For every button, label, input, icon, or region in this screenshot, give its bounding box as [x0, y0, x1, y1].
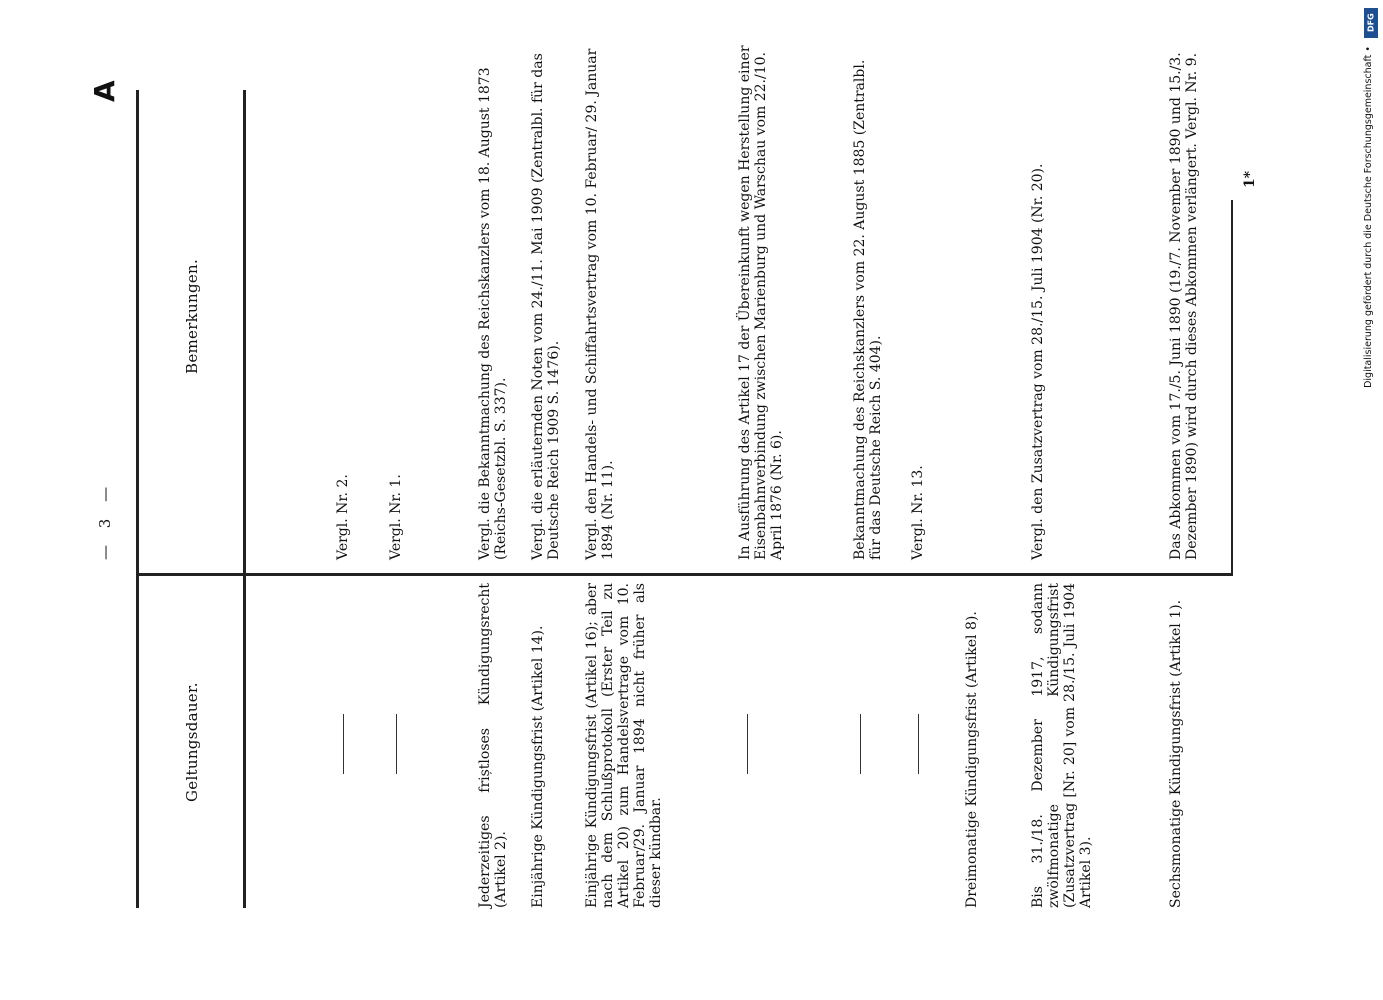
- remark-row: Das Abkommen vom 17./5. Juni 1890 (19./7. November 1890 und 15./3. Dezember 1890) wird durch dieses Abkommen verlängert. Vergl. Nr. 9.: [1168, 52, 1200, 560]
- empty-cell-dash: [343, 714, 344, 774]
- empty-cell-dash: [747, 714, 748, 774]
- duration-row: Einjährige Kündigungsfrist (Artikel 16); aber nach dem Schlußprotokoll (Erster Teil zu Artikel 20) zum Handelsvertrage vom 10. Februar/29. Januar 1894 nicht früher als dieser kündbar.: [584, 583, 664, 908]
- remark-row: Vergl. den Zusatzvertrag vom 28./15. Juli 1904 (Nr. 20).: [1030, 163, 1046, 560]
- remark-row: Vergl. Nr. 2.: [335, 474, 351, 560]
- page-number: — 3 —: [96, 480, 114, 560]
- remark-row: Vergl. die erläuternden Noten vom 24./11. Mai 1909 (Zentralbl. für das Deutsche Reich 1909 S. 1476).: [530, 53, 562, 560]
- duration-row: Jederzeitiges friștloses Kündigungsrecht (Artikel 2).: [477, 583, 509, 908]
- remark-row: Vergl. Nr. 1.: [388, 474, 404, 560]
- duration-row: Sechsmonatige Kündigungsfrist (Artikel 1).: [1168, 599, 1184, 908]
- table-bottom-rule: [1231, 200, 1233, 576]
- funding-credit: [1361, 6, 1381, 398]
- remark-row: Vergl. den Handels- und Schiffahrtsvertrag vom 10. Februar/ 29. Januar 1894 (Nr. 11).: [584, 48, 616, 560]
- header-bottom-rule: [243, 90, 246, 908]
- remark-row: Vergl. die Bekanntmachung des Reichskanzlers vom 18. August 1873 (Reichs-Gesetzbl. S. 337).: [477, 67, 509, 560]
- empty-cell-dash: [860, 714, 861, 774]
- duration-row: Einjährige Kündigungsfrist (Artikel 14).: [530, 625, 546, 908]
- empty-cell-dash: [396, 714, 397, 774]
- dfg-logo: DFG: [1364, 8, 1378, 38]
- column-divider: [138, 573, 1232, 576]
- credit-text: Digitalisierung gefördert durch die Deutsche Forschungsgemeinschaft •: [1363, 46, 1374, 388]
- section-letter: A: [88, 80, 121, 102]
- empty-cell-dash: [918, 714, 919, 774]
- remark-row: Bekanntmachung des Reichskanzlers vom 22. August 1885 (Zentralbl. für das Deutsche Reich S. 404).: [852, 59, 884, 560]
- header-geltungsdauer: Geltungsdauer.: [183, 682, 201, 802]
- header-bemerkungen: Bemerkungen.: [183, 258, 201, 374]
- table-top-rule: [136, 90, 139, 908]
- duration-row: Dreimonatige Kündigungsfrist (Artikel 8).: [964, 611, 980, 908]
- duration-row: Bis 31./18. Dezember 1917, sodann zwölfmonatige Kündigungsfrist (Zusatzvertrag [Nr. 20] vom 28./15. Juli 1904 Artikel 3).: [1030, 583, 1094, 908]
- remark-row: In Ausführung des Artikel 17 der Übereinkunft wegen Herstellung einer Eisenbahnverbindung zwischen Marienburg und Warschau vom 22./10. April 1876 (Nr. 6).: [737, 45, 785, 560]
- signature-mark: 1*: [1242, 170, 1258, 188]
- remark-row: Vergl. Nr. 13.: [910, 465, 926, 560]
